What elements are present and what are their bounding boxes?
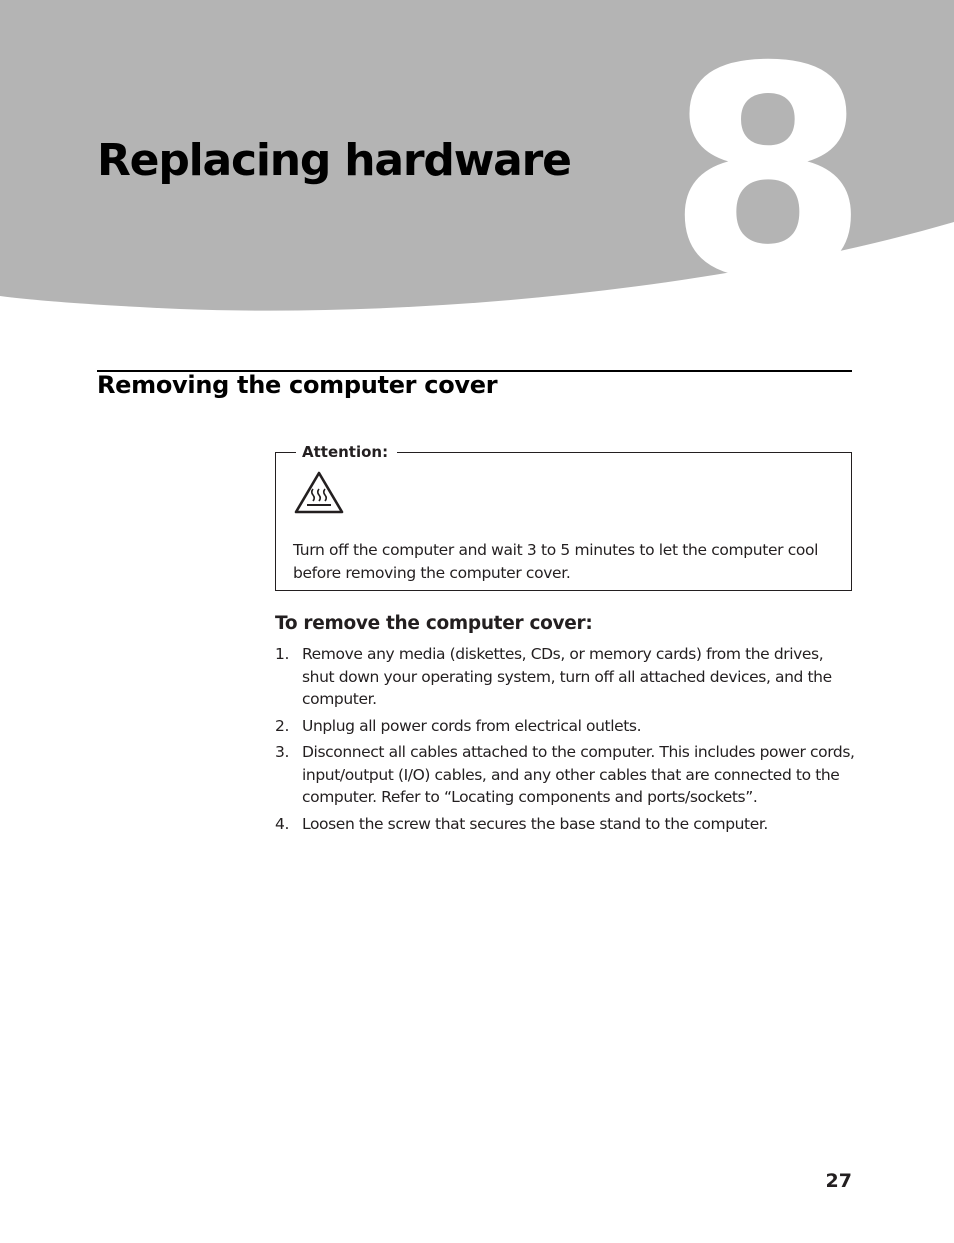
section-title: Removing the computer cover [97,371,498,399]
list-item [275,715,855,738]
step-text: Remove any media (diskettes, CDs, or memory cards) from the drives, shut down your operating system, turn off all attached devices, and the computer. [302,645,832,708]
attention-label: Attention: [296,442,397,462]
list-item [275,741,855,809]
chapter-number: 8 [667,6,869,330]
list-item [275,643,855,711]
procedure-heading: To remove the computer cover: [275,613,593,634]
chapter-title: Replacing hardware [97,135,571,186]
step-text: Disconnect all cables attached to the computer. This includes power cords, input/output (I/O) cables, and any other cables that are connected to the computer. Refer to “Locating components and ports/sockets”. [302,743,855,806]
step-text: Unplug all power cords from electrical outlets. [302,716,642,735]
step-number: 1. [275,645,289,663]
step-text: Loosen the screw that secures the base stand to the computer. [302,814,768,833]
attention-notice [275,443,852,591]
hot-surface-warning-icon [293,470,345,516]
attention-text: Turn off the computer and wait 3 to 5 minutes to let the computer cool before removing the computer cover. [293,541,819,582]
procedure-steps [275,643,855,839]
step-number: 4. [275,814,289,833]
step-number: 2. [275,716,289,735]
page-number: 27 [825,1170,852,1192]
step-number: 3. [275,743,289,761]
list-item [275,813,855,836]
